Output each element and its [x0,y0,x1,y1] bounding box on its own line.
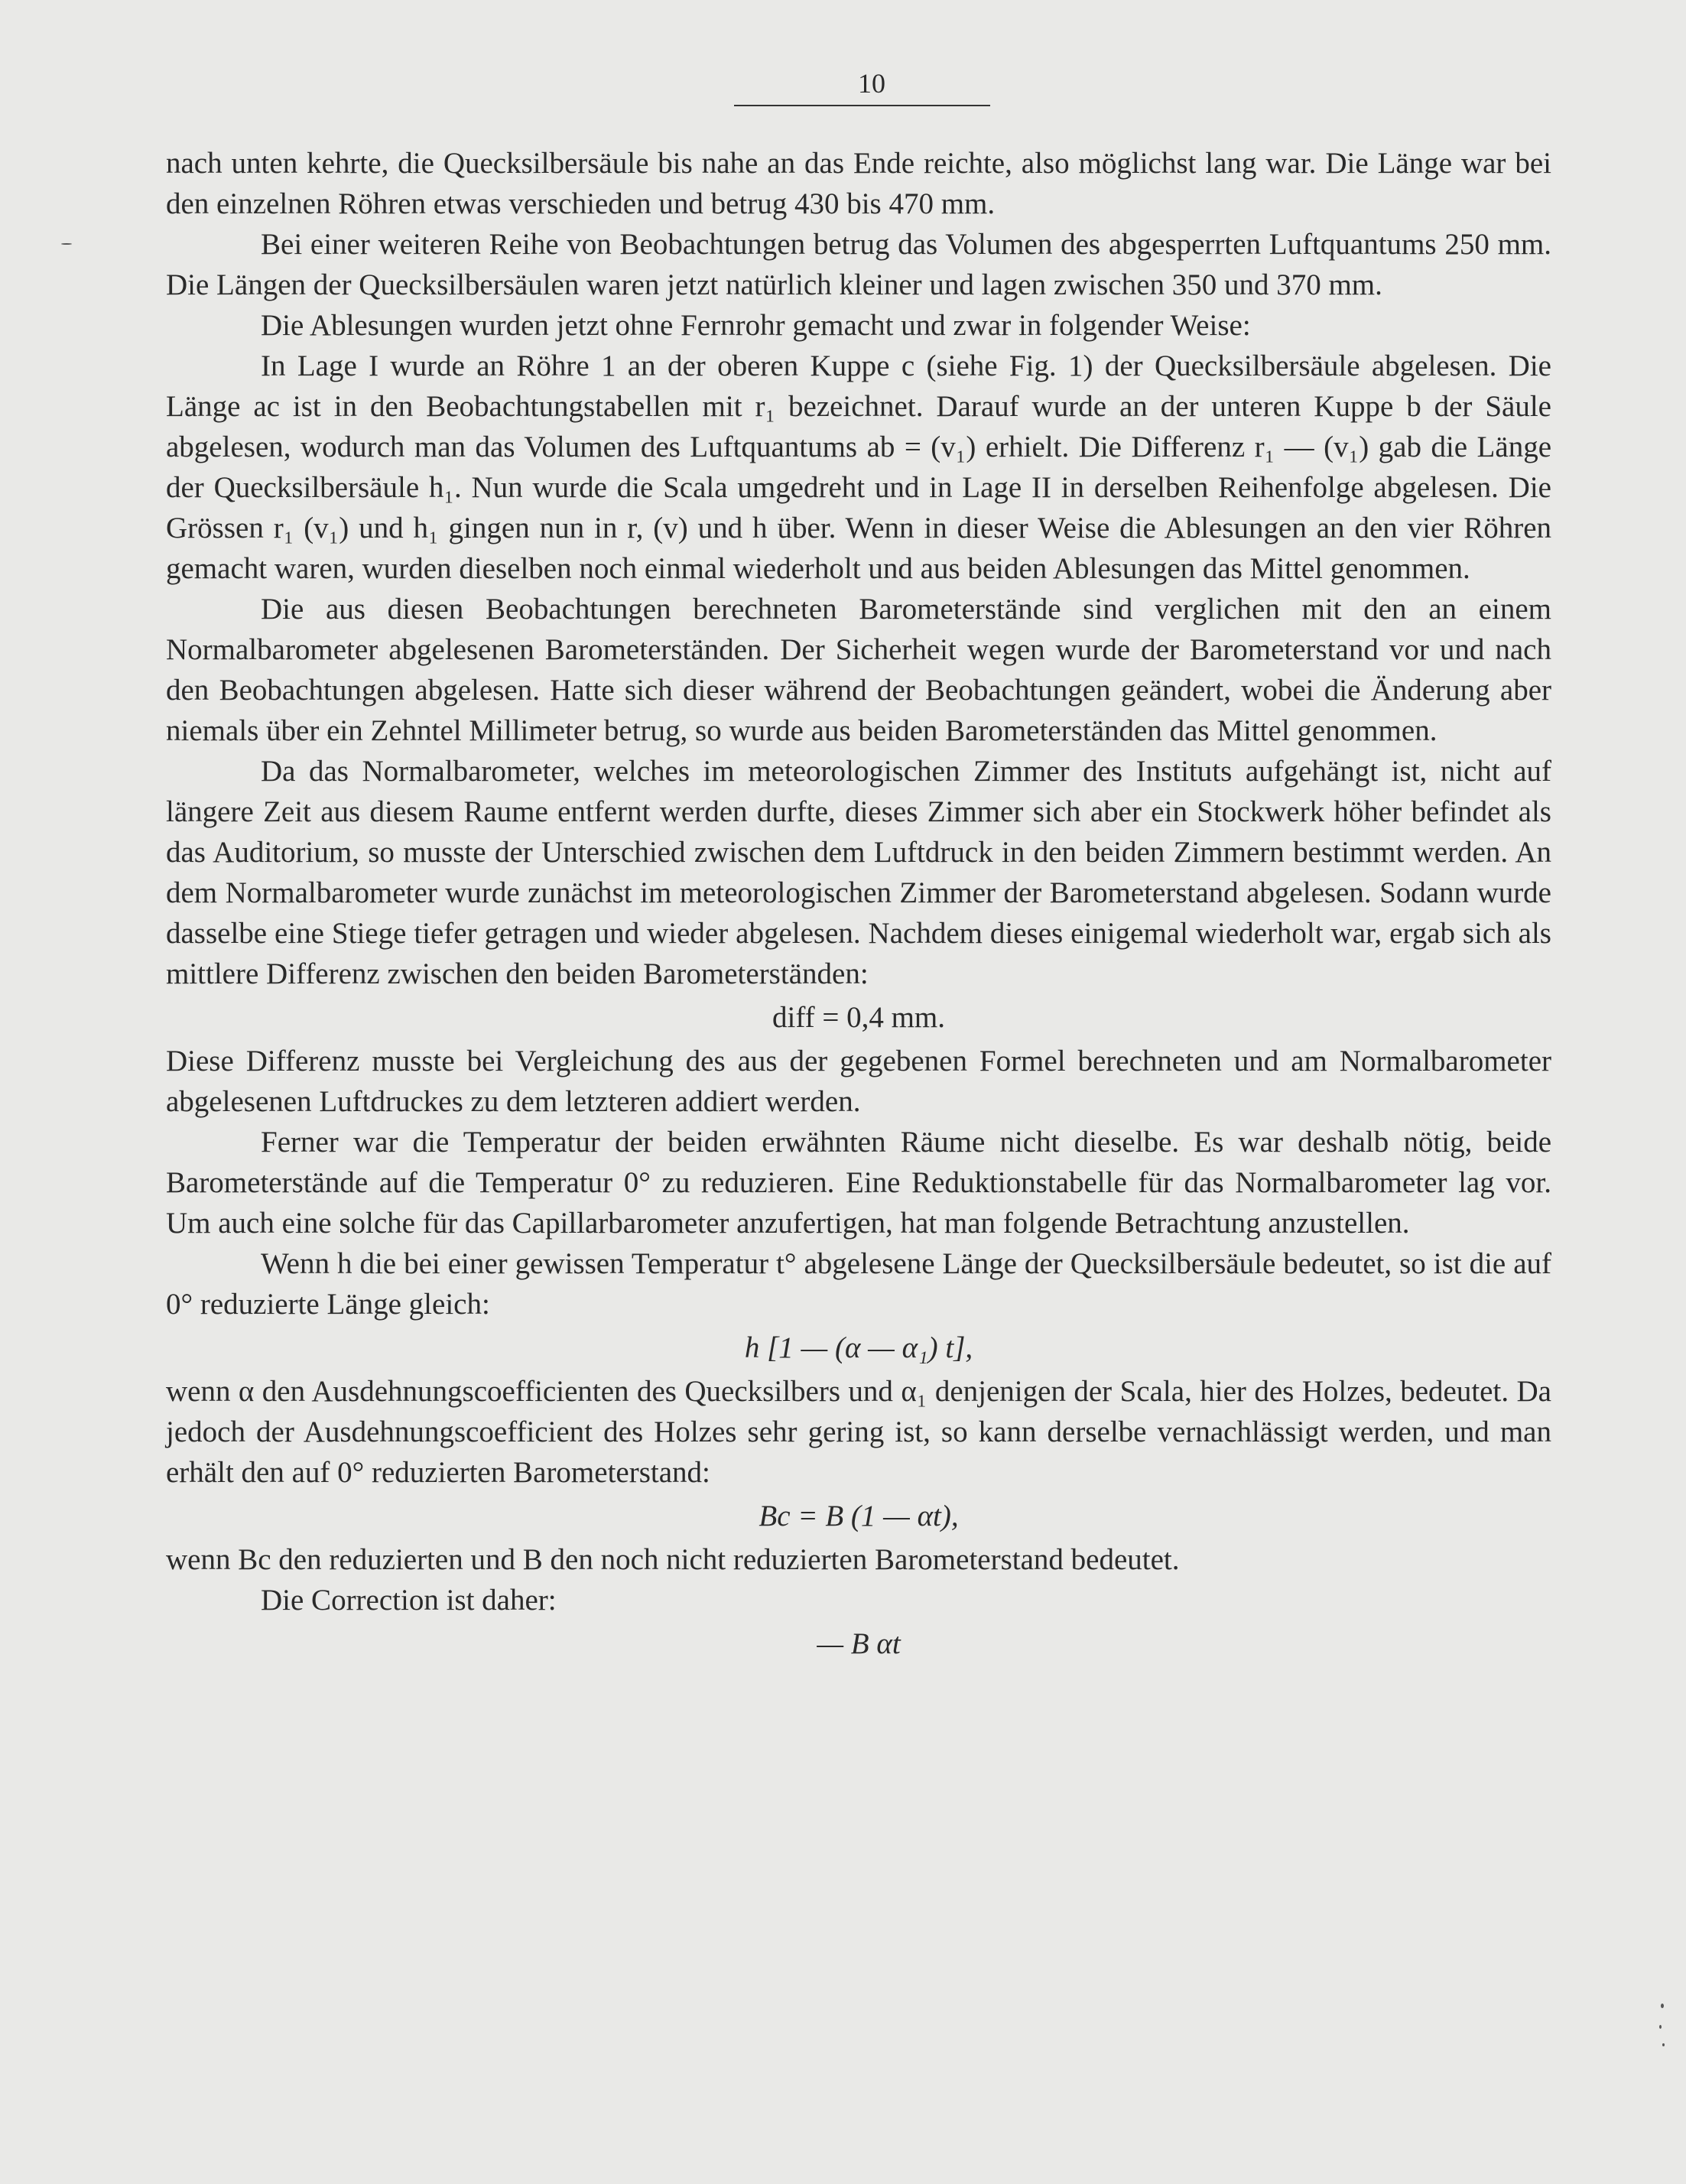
paragraph-5: Die aus diesen Beobachtungen berechneten Barometerstände sind verglichen mit den an einem Normalbarometer abgelesenen Barometerständen. Der Sicherheit wegen wurde der Barometerstand vor und nach den Beobachtungen abgelesen. Hatte sich dieser während der Beobachtungen geändert, wobei die Änderung aber niemals über ein Zehntel Millimeter betrug, so wurde aus beiden Barometerständen das Mittel genommen. [166,593,1551,747]
body-text [166,143,1551,1667]
scan-speck [1661,2004,1664,2008]
scan-speck [1659,2025,1662,2029]
paragraph-8: Ferner war die Temperatur der beiden erwähnten Räume nicht dieselbe. Es war deshalb nötig, beide Barometerstände auf die Temperatur 0° zu reduzieren. Eine Reduktionstabelle für das Normalbarometer lag vor. Um auch eine solche für das Capillarbarometer anzufertigen, hat man folgende Betrachtung anzustellen. [166,1126,1551,1240]
scan-speck [61,243,72,245]
equation-correction: — B αt [817,1627,901,1660]
equation-barometer: Bc = B (1 — αt), [759,1500,959,1532]
page-number: 10 [858,68,885,99]
paragraph-12: Die Correction ist daher: [261,1584,557,1617]
paragraph-10: wenn α den Ausdehnungscoefficienten des Quecksilbers und α₁ denjenigen der Scala, hier des Holzes, bedeutet. Da jedoch der Ausdehnungscoefficient des Holzes sehr gering ist, so kann derselbe vernachlässigt werden, und man erhält den auf 0° reduzierten Barometerstand: [166,1375,1551,1489]
paragraph-2: Bei einer weiteren Reihe von Beobachtungen betrug das Volumen des abgesperrten Luftquantums 250 mm. Die Längen der Quecksilbersäulen waren jetzt natürlich kleiner und lagen zwischen 350 und 370 mm. [166,228,1551,301]
paragraph-6: Da das Normalbarometer, welches im meteorologischen Zimmer des Instituts aufgehängt ist, nicht auf längere Zeit aus diesem Raume entfernt werden durfte, dieses Zimmer sich aber ein Stockwerk höher befindet als das Auditorium, so musste der Unterschied zwischen dem Luftdruck in den beiden Zimmern bestimmt werden. An dem Normalbarometer wurde zunächst im meteorologischen Zimmer der Barometerstand abgelesen. Sodann wurde dasselbe eine Stiege tiefer getragen und wieder abgelesen. Nachdem dieses einigemal wiederholt war, ergab sich als mittlere Differenz zwischen den beiden Barometerständen: [166,755,1551,990]
paragraph-9: Wenn h die bei einer gewissen Temperatur t° abgelesene Länge der Quecksilbersäule bedeutet, so ist die auf 0° reduzierte Länge gleich: [166,1247,1551,1321]
scan-speck [1662,2043,1665,2046]
paragraph-11: wenn Bc den reduzierten und B den noch nicht reduzierten Barometerstand bedeutet. [166,1543,1180,1576]
equation-reduction: h [1 — (α — α₁) t], [744,1331,973,1364]
paragraph-4: In Lage I wurde an Röhre 1 an der oberen Kuppe c (siehe Fig. 1) der Quecksilbersäule abgelesen. Die Länge ac ist in den Beobachtungstabellen mit r₁ bezeichnet. Darauf wurde an der unteren Kuppe b der Säule abgelesen, wodurch man das Volumen des Luftquantums ab = (v₁) erhielt. Die Differenz r₁ — (v₁) gab die Länge der Quecksilbersäule h₁. Nun wurde die Scala umgedreht und in Lage II in derselben Reihenfolge abgelesen. Die Grössen r₁ (v₁) und h₁ gingen nun in r, (v) und h über. Wenn in dieser Weise die Ablesungen an den vier Röhren gemacht waren, wurden dieselben noch einmal wiederholt und aus beiden Ablesungen das Mittel genommen. [166,349,1551,585]
paragraph-3: Die Ablesungen wurden jetzt ohne Fernrohr gemacht und zwar in folgender Weise: [261,309,1251,342]
equation-diff: diff = 0,4 mm. [772,1001,946,1034]
header-rule [734,105,990,106]
paragraph-7: Diese Differenz musste bei Vergleichung des aus der gegebenen Formel berechneten und am Normalbarometer abgelesenen Luftdruckes zu dem letzteren addiert werden. [166,1045,1551,1118]
paragraph-1: nach unten kehrte, die Quecksilbersäule bis nahe an das Ende reichte, also möglichst lang war. Die Länge war bei den einzelnen Röhren etwas verschieden und betrug 430 bis 470 mm. [166,147,1551,220]
